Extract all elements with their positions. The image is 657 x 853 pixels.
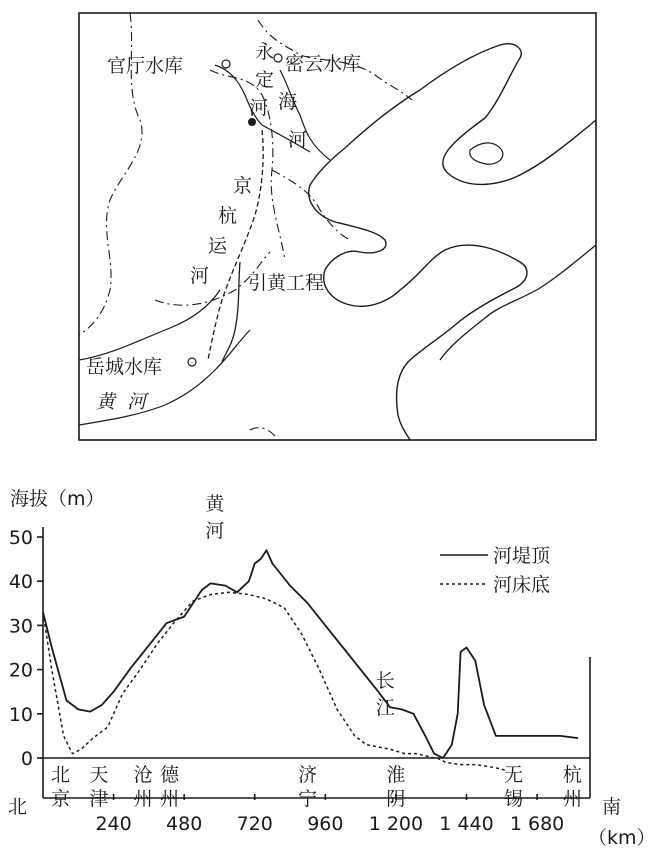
label-yongding-1: 永: [255, 41, 275, 63]
place-label: 州: [133, 788, 153, 810]
coastline: [309, 44, 596, 440]
y-ticks: [9, 527, 43, 770]
y-tick-label: 0: [20, 748, 33, 770]
place-label: 济: [298, 764, 318, 786]
label-yongding-3: 河: [249, 97, 269, 119]
y-tick-label: 20: [8, 659, 33, 682]
miyun-reservoir-icon: [274, 54, 282, 62]
y-tick-label: 50: [8, 527, 33, 549]
label-canal-4: 河: [190, 265, 210, 287]
x-tick-label: 720: [236, 813, 273, 835]
place-label: 津: [89, 788, 109, 810]
place-label: 杭: [562, 764, 582, 786]
place-label: 天: [89, 764, 109, 786]
label-yellow-river: 黄 河: [96, 391, 147, 413]
label-yongding-2: 定: [255, 69, 275, 91]
label-canal-2: 杭: [218, 205, 238, 227]
place-label: 锡: [504, 788, 524, 810]
place-label: 京: [51, 788, 71, 810]
yuecheng-reservoir-icon: [188, 358, 196, 366]
place-label: 阴: [386, 788, 406, 810]
legend-label: 河堤顶: [493, 545, 551, 567]
annotations: [205, 493, 395, 719]
annotation-label: 长: [375, 669, 395, 692]
series-line: [43, 592, 508, 771]
direction-south: 南: [602, 796, 622, 818]
place-label: 州: [159, 788, 179, 810]
guanting-reservoir-icon: [222, 60, 230, 68]
elevation-profile-chart: [0, 480, 657, 853]
legend-label: 河床底: [493, 574, 551, 596]
x-tick-label: 1 680: [509, 813, 565, 835]
label-yellow-diversion: 引黄工程: [248, 272, 325, 294]
annotation-label: 河: [205, 520, 225, 543]
axes: [43, 527, 590, 798]
label-yuecheng: 岳城水库: [86, 356, 163, 378]
label-guanting: 官厅水库: [107, 55, 184, 77]
x-tick-label: 1 440: [439, 813, 494, 835]
annotation-label: 江: [375, 696, 395, 719]
place-label: 北: [51, 764, 71, 786]
y-axis-label: 海拔（m）: [10, 488, 105, 510]
x-tick-label: 240: [95, 813, 132, 835]
x-axis-unit: （km）: [588, 827, 656, 849]
x-tick-label: 480: [166, 813, 203, 835]
y-tick-label: 30: [8, 615, 33, 638]
island-coast: [470, 143, 503, 164]
x-tick-label: 960: [307, 813, 344, 835]
x-tick-label: 1 200: [368, 813, 424, 835]
label-hai-1: 海: [278, 91, 298, 113]
legend: [440, 545, 551, 596]
place-label: 淮: [386, 764, 406, 786]
place-label: 宁: [298, 788, 318, 810]
y-tick-label: 10: [8, 703, 33, 726]
place-label: 州: [562, 788, 582, 810]
y-tick-label: 40: [8, 571, 33, 594]
label-miyun: 密云水库: [285, 53, 362, 75]
label-hai-2: 河: [288, 129, 308, 151]
label-canal-3: 运: [208, 235, 228, 257]
place-label: 沧: [133, 764, 153, 786]
annotation-label: 黄: [205, 493, 225, 516]
place-label: 无: [504, 764, 524, 786]
label-canal-1: 京: [233, 175, 253, 197]
direction-north: 北: [8, 796, 28, 818]
beijing-marker-icon: [248, 118, 256, 126]
place-labels: [51, 764, 582, 810]
coastline-east: [440, 245, 596, 360]
place-label: 德: [159, 764, 179, 786]
